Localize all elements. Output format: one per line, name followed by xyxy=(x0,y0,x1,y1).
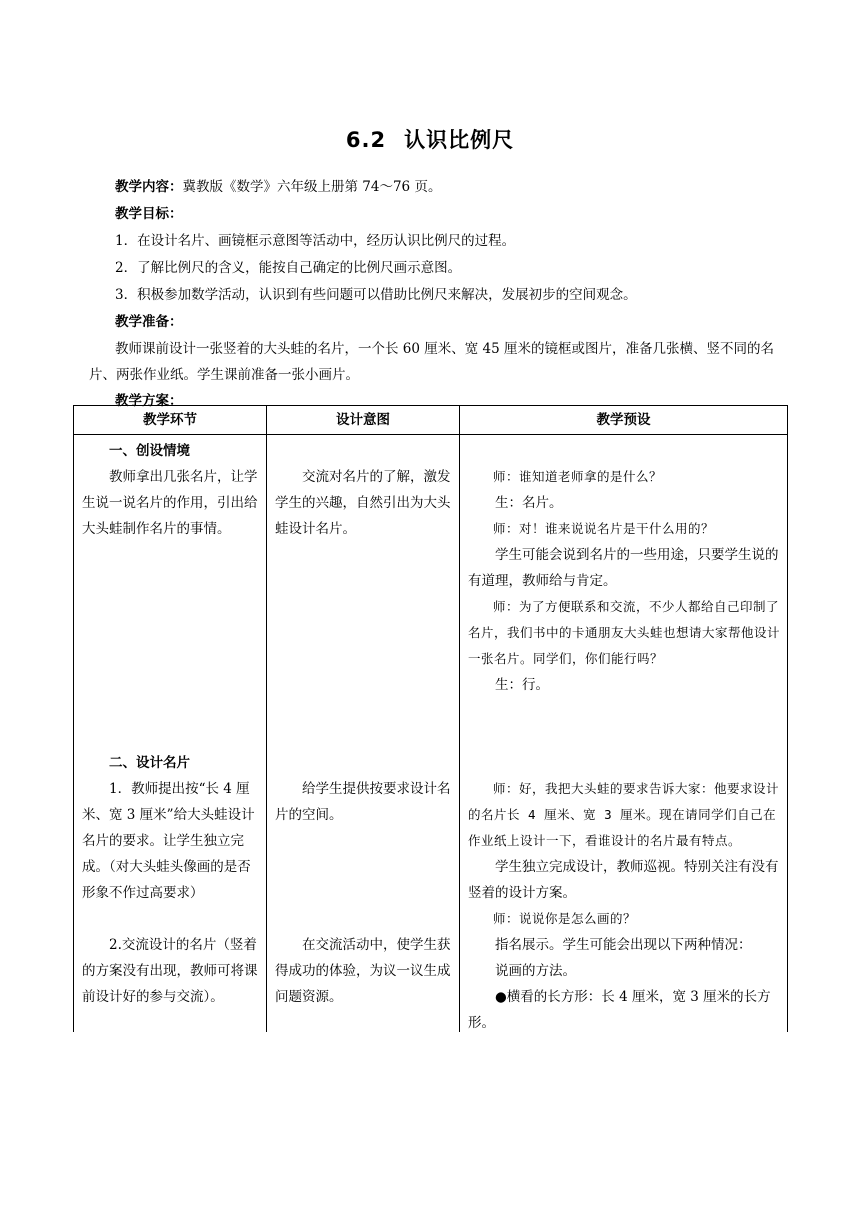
dialogue-teacher-2: 师：对！谁来说说名片是干什么用的？ xyxy=(493,521,715,536)
intro-section xyxy=(89,174,789,415)
teaching-plan-table xyxy=(73,405,788,1032)
dialogue-teacher-5: 师：说说你是怎么画的？ xyxy=(493,911,637,926)
teaching-content xyxy=(89,174,789,201)
header-design-intent: 设计意图 xyxy=(267,406,460,435)
intent-3: 在交流活动中，使学生获得成功的体验，为议一议生成问题资源。 xyxy=(275,937,451,1005)
dialogue-teacher-1: 师：谁知道老师拿的是什么？ xyxy=(493,469,663,484)
header-teaching-stage: 教学环节 xyxy=(74,406,267,435)
teaching-goals-label: 教学目标： xyxy=(115,206,183,222)
dialogue-student-2: 生：行。 xyxy=(495,677,549,693)
stage-2-step-1: 1．教师提出按“长 4 厘米、宽 3 厘米”给大头蛙设计名片的要求。让学生独立完成。（对大头蛙头像画的是否形象不作过高要求） xyxy=(82,781,255,901)
table-row xyxy=(74,435,788,1033)
goal-item-3: 3．积极参加数学活动，认识到有些问题可以借助比例尺来解决，发展初步的空间观念。 xyxy=(115,287,637,303)
preset-note-3: 指名展示。学生可能会出现以下两种情况： xyxy=(495,937,752,953)
intent-2: 给学生提供按要求设计名片的空间。 xyxy=(275,781,451,823)
intent-cell xyxy=(267,435,460,1033)
page-title xyxy=(0,124,860,154)
teaching-prep-label: 教学准备： xyxy=(115,314,183,330)
section-number: 6.2 xyxy=(345,128,387,152)
teaching-content-text: 冀教版《数学》六年级上册第 74～76 页。 xyxy=(182,179,442,195)
goal-item-2: 2．了解比例尺的含义，能按自己确定的比例尺画示意图。 xyxy=(115,260,462,276)
section-title: 认识比例尺 xyxy=(404,128,515,152)
goal-item-1: 1．在设计名片、画镜框示意图等活动中，经历认识比例尺的过程。 xyxy=(115,233,516,249)
preset-cell xyxy=(460,435,788,1033)
stage-2-step-2: 2.交流设计的名片（竖着的方案没有出现，教师可将课前设计好的参与交流）。 xyxy=(82,937,258,1005)
preset-case-horizontal: ●横看的长方形：长 4 厘米，宽 3 厘米的长方形。 xyxy=(468,989,771,1031)
stage-cell xyxy=(74,435,267,1033)
dialogue-student-1: 生：名片。 xyxy=(495,495,563,511)
dialogue-teacher-3: 师：为了方便联系和交流，不少人都给自己印制了名片，我们书中的卡通朋友大头蛙也想请大家帮他设计一张名片。同学们，你们能行吗？ xyxy=(468,599,781,666)
header-teaching-preset: 教学预设 xyxy=(460,406,788,435)
intent-1: 交流对名片的了解，激发学生的兴趣，自然引出为大头蛙设计名片。 xyxy=(275,469,451,537)
teaching-content-label: 教学内容： xyxy=(115,179,183,195)
preset-note-4: 说画的方法。 xyxy=(495,963,576,979)
teaching-prep-text: 教师课前设计一张竖着的大头蛙的名片，一个长 60 厘米、宽 45 厘米的镜框或图片，准备几张横、竖不同的名片、两张作业纸。学生课前准备一张小画片。 xyxy=(89,341,775,383)
teaching-plan-label: 教学方案： xyxy=(115,393,183,409)
table-header-row xyxy=(74,406,788,435)
preset-note-2: 学生独立完成设计，教师巡视。特别关注有没有竖着的设计方案。 xyxy=(468,859,779,901)
preset-note-1: 学生可能会说到名片的一些用途，只要学生说的有道理，教师给与肯定。 xyxy=(468,547,779,589)
stage-1-title: 一、创设情境 xyxy=(109,443,190,459)
stage-1-text: 教师拿出几张名片，让学生说一说名片的作用，引出给大头蛙制作名片的事情。 xyxy=(82,469,258,537)
stage-2-title: 二、设计名片 xyxy=(109,755,190,771)
dialogue-teacher-4: 师：好，我把大头蛙的要求告诉大家：他要求设计的名片长 4 厘米、宽 3 厘米。现在请同学们自己在作业纸上设计一下，看谁设计的名片最有特点。 xyxy=(468,781,780,848)
